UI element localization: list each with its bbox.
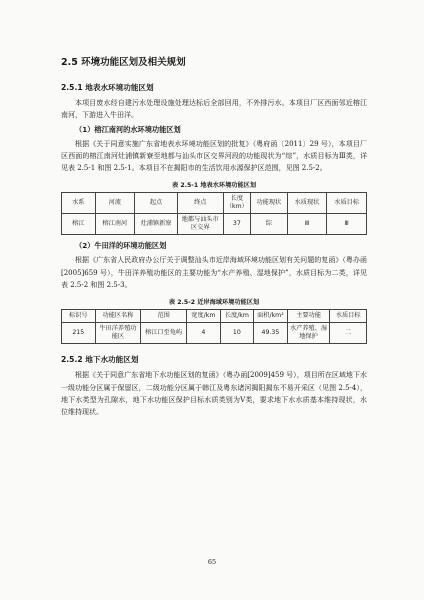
table-header-cell: 主要功能 <box>287 310 330 323</box>
table-row <box>62 214 367 235</box>
table-header-cell: 起点 <box>135 193 178 214</box>
table2-caption: 表 2.5-2 近岸海域环境功能区划 <box>168 299 260 307</box>
page-number: 65 <box>207 558 217 566</box>
table-cell: 二 <box>330 323 367 344</box>
table-cell: 榕江南河 <box>95 214 135 235</box>
table-header-cell: 标识号 <box>62 310 96 323</box>
table-header-cell: 水质目标 <box>327 193 367 214</box>
table1-caption: 表 2.5-1 地表水环境功能区划 <box>171 182 257 190</box>
surface-water-table <box>61 192 367 235</box>
table-cell: 37 <box>223 214 250 235</box>
coastal-water-table <box>61 309 367 344</box>
table-header-cell: 水质现状 <box>287 193 327 214</box>
subsection-title-surface-water: 2.5.1 地表水环境功能区划 <box>61 83 154 92</box>
table-cell: 地都与汕头市区交界 <box>177 214 223 235</box>
item1-title: （1）榕江南河的水环境功能区划 <box>75 124 181 134</box>
table-header-cell: 水系 <box>62 193 96 214</box>
table-header-cell: 水质目标 <box>330 310 367 323</box>
table-cell: 牛田洋养殖功能区 <box>95 323 141 344</box>
table-cell: 综 <box>251 214 288 235</box>
paragraph-intro: 本项目废水经自建污水处理设施处理达标后全部回用，不外排污水。本项目厂区西面邻近榕江南河，下游进入牛田洋。 <box>61 99 367 120</box>
table-header-cell: 终点 <box>177 193 223 214</box>
table-header-cell: 宽度/km <box>187 310 221 323</box>
item2-title: （2）牛田洋的环境功能区划 <box>75 241 167 251</box>
subsection-title-groundwater: 2.5.2 地下水功能区划 <box>61 355 139 365</box>
table-header-cell: 河流 <box>95 193 135 214</box>
paragraph-item1: 根据《关于同意实施广东省地表水环境功能区划的批复》（粤府函〔2011〕29 号），本项目厂区西面的榕江南河灶浦镇新寮至地都与汕头市区交界河段的功能现状为“综”，水质目标为Ⅲ类，详见表 2.5-1 和图 2.5-1。本项目不在揭阳市的生活饮用水源保护区范围，见图 2.5-2。 <box>61 139 367 173</box>
table-header-cell: 功能区名称 <box>95 310 141 323</box>
page-content <box>61 54 367 420</box>
table-header-cell: 长度（km） <box>223 193 250 214</box>
table-header-row <box>62 310 367 323</box>
table-cell: 榕江 <box>62 214 96 235</box>
table-cell: 215 <box>62 323 96 344</box>
table-cell: 49.35 <box>254 323 288 344</box>
table-header-cell: 范围 <box>141 310 187 323</box>
table-header-cell: 面积/km² <box>254 310 288 323</box>
table-cell: 水产养殖、湿地保护 <box>287 323 330 344</box>
table-header-cell: 长度/km <box>220 310 254 323</box>
table-header-cell: 功能现状 <box>251 193 288 214</box>
table-header-row <box>62 193 367 214</box>
table-cell: 灶浦镇新寮 <box>135 214 178 235</box>
paragraph-item2: 根据《广东省人民政府办公厅关于调整汕头市近岸海域环境功能区划有关问题的复函》（粤办函[2005]659 号），牛田洋养殖功能区的主要功能为“水产养殖、湿地保护”，水质目标为二类，详见表 2.5-2 和图 2.5-3。 <box>61 256 367 290</box>
table-cell: Ⅲ <box>327 214 367 235</box>
table-cell: Ⅲ <box>287 214 327 235</box>
table-row <box>62 323 367 344</box>
paragraph-groundwater: 根据《关于同意广东省地下水功能区划的复函》（粤办函[2009]459 号），项目所在区域地下水一级功能分区属于保留区，二级功能分区属于韩江及粤东诸河揭阳揭东不易开采区（见图 2.5-4），地下水类型为孔隙水，地下水功能区保护目标水质类别为Ⅴ类，要求地下水水质基本维持现状，水位维持现状。 <box>61 371 367 417</box>
table-cell: 10 <box>220 323 254 344</box>
table-cell: 4 <box>187 323 221 344</box>
section-title: 2.5 环境功能区划及相关规划 <box>61 57 186 68</box>
table-cell: 榕江口至龟屿 <box>141 323 187 344</box>
